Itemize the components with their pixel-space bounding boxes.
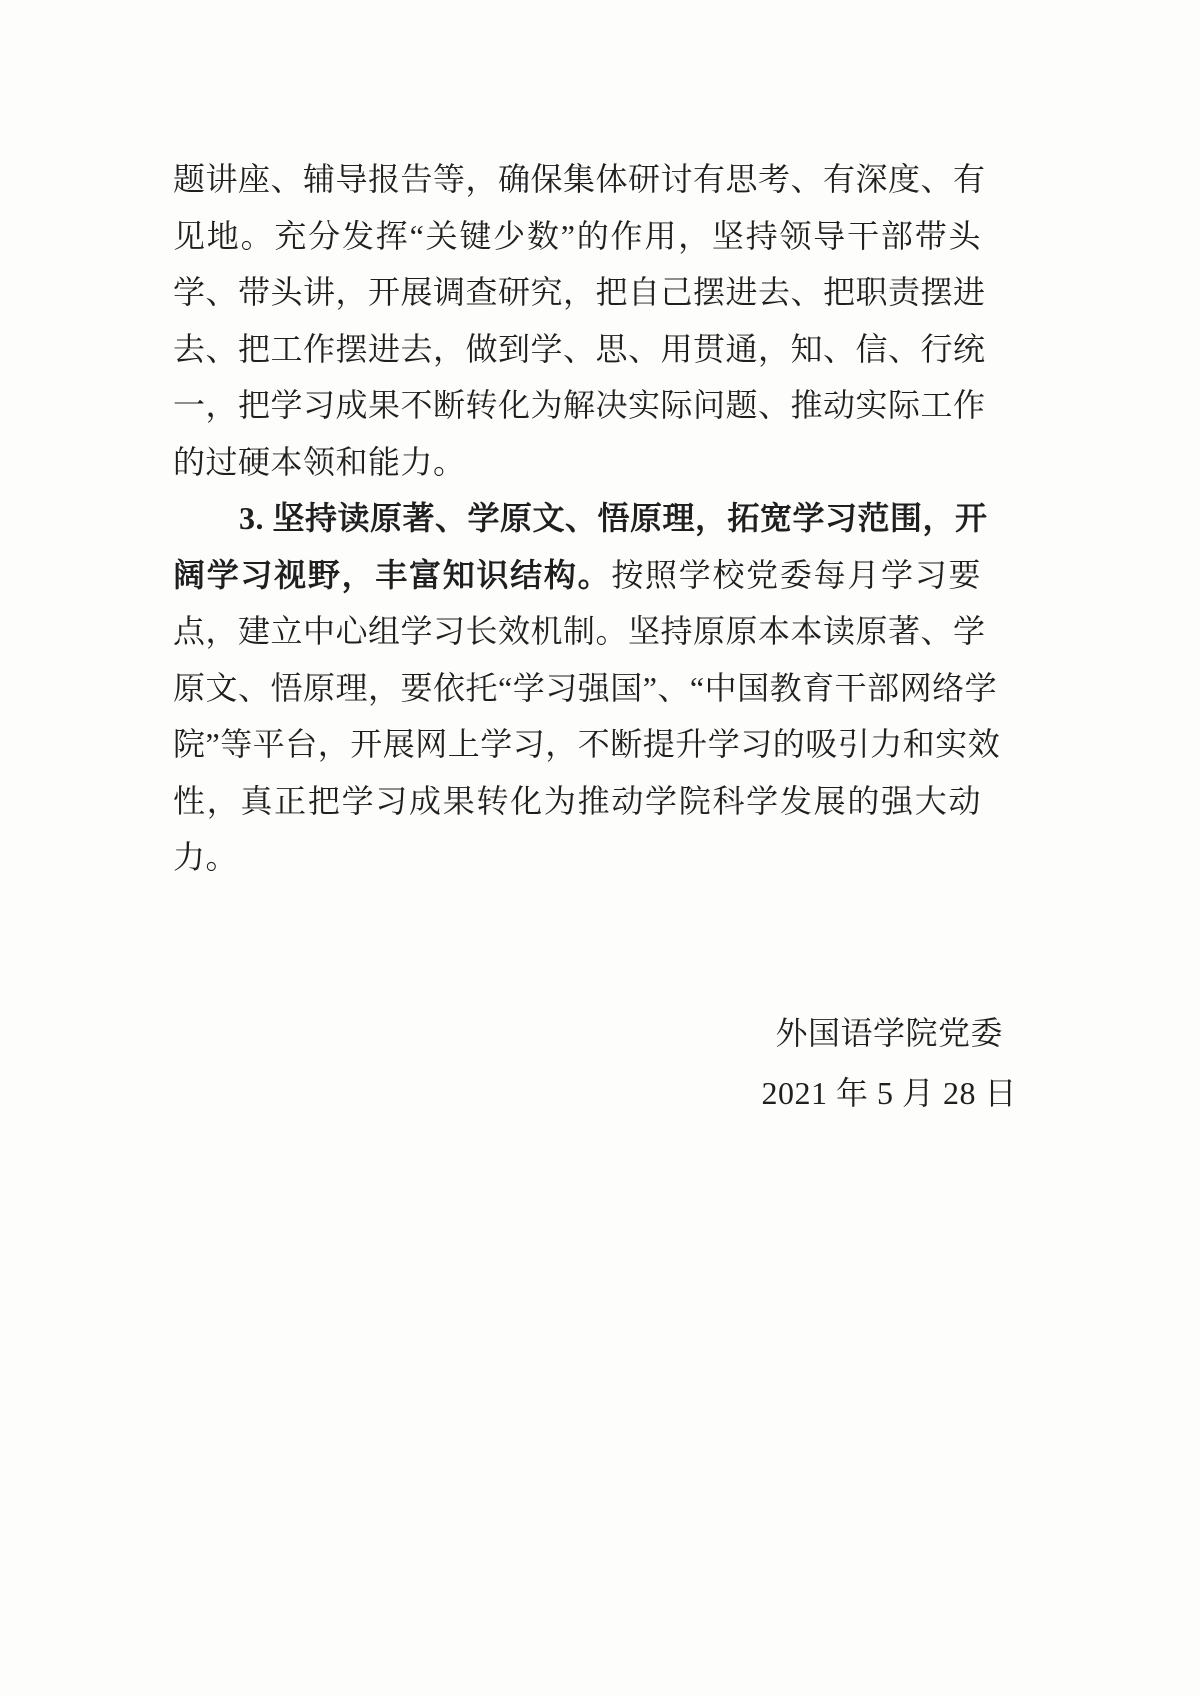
body-line-bold-text: 3. 坚持读原著、学原文、悟原理，拓宽学习范围，开 — [239, 500, 988, 536]
body-line-text: 院”等平台，开展网上学习，不断提升学习的吸引力和实效 — [173, 726, 1001, 762]
body-line-text: 的过硬本领和能力。 — [173, 443, 466, 480]
body-line-text: 题讲座、辅导报告等，确保集体研讨有思考、有深度、有 — [173, 161, 986, 197]
signature-org: 外国语学院党委 — [775, 1015, 1003, 1051]
body-line-text: 性，真正把学习成果转化为推动学院科学发展的强大动 — [173, 782, 981, 819]
signature-block — [761, 1003, 1017, 1123]
body-line-bold-text: 阔学习视野，丰富知识结构。 — [173, 556, 612, 593]
body-line-paragraph-end — [173, 829, 981, 886]
body-line-item-3-heading — [173, 490, 988, 547]
body-line — [173, 208, 981, 265]
body-line-text: 去、把工作摆进去，做到学、思、用贯通，知、信、行统 — [173, 330, 986, 367]
body-line-text: 按照学校党委每月学习要 — [611, 556, 981, 593]
body-line — [173, 377, 986, 434]
body-line-text: 点，建立中心组学习长效机制。坚持原原本本读原著、学 — [173, 613, 986, 649]
body-line — [173, 660, 998, 717]
body-line — [173, 773, 981, 830]
body-line-text: 力。 — [173, 839, 239, 875]
body-line-text: 原文、悟原理，要依托“学习强国”、“中国教育干部网络学 — [173, 669, 998, 706]
signature-date: 2021 年 5 月 28 日 — [761, 1075, 1017, 1111]
body-line — [173, 321, 986, 378]
body-line-paragraph-end — [173, 434, 981, 491]
document-body — [173, 151, 1001, 886]
body-line — [173, 151, 986, 208]
body-line — [173, 264, 986, 321]
body-line — [173, 603, 986, 660]
body-line-text: 学、带头讲，开展调查研究，把自己摆进去、把职责摆进 — [173, 274, 986, 310]
body-line — [173, 547, 981, 604]
body-line-text: 一，把学习成果不断转化为解决实际问题、推动实际工作 — [173, 387, 986, 423]
body-line-text: 见地。充分发挥“关键少数”的作用，坚持领导干部带头 — [173, 217, 981, 254]
body-line — [173, 716, 1001, 773]
